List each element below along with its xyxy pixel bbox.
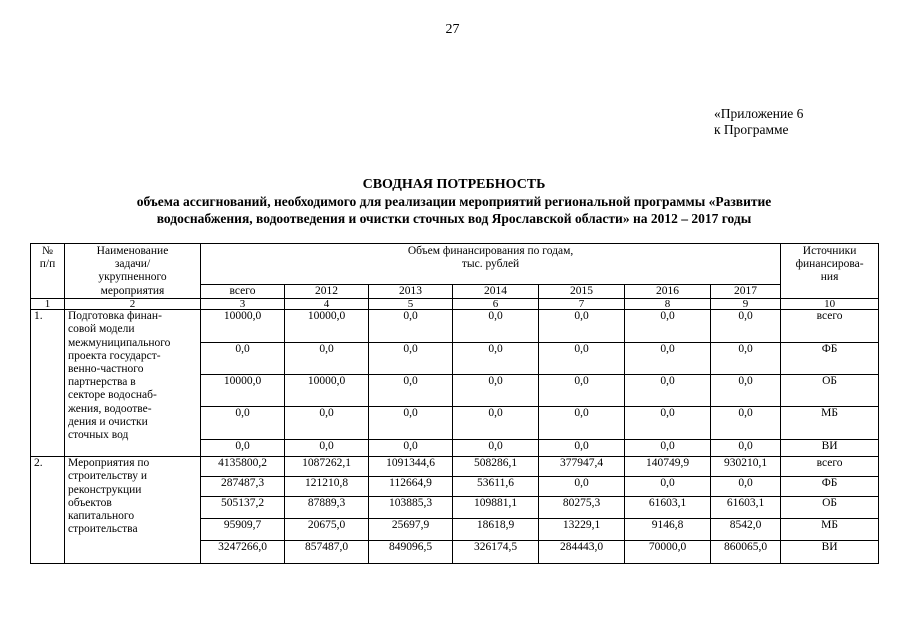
header-year: 2012 <box>285 285 369 299</box>
amount-cell: 1087262,1 <box>285 457 369 477</box>
column-number: 4 <box>285 299 369 310</box>
amount-cell: 0,0 <box>453 440 539 457</box>
source-cell: ОБ <box>781 375 879 407</box>
header-year: 2013 <box>369 285 453 299</box>
amount-cell: 0,0 <box>285 343 369 375</box>
source-cell: всего <box>781 457 879 477</box>
amount-cell: 9146,8 <box>625 519 711 541</box>
amount-cell: 377947,4 <box>539 457 625 477</box>
amount-cell: 10000,0 <box>285 375 369 407</box>
amount-cell: 0,0 <box>539 375 625 407</box>
column-number: 6 <box>453 299 539 310</box>
amount-cell: 860065,0 <box>711 541 781 564</box>
amount-cell: 284443,0 <box>539 541 625 564</box>
amount-cell: 930210,1 <box>711 457 781 477</box>
amount-cell: 13229,1 <box>539 519 625 541</box>
column-number: 5 <box>369 299 453 310</box>
amount-cell: 0,0 <box>453 375 539 407</box>
amount-cell: 0,0 <box>539 407 625 440</box>
amount-cell: 0,0 <box>369 440 453 457</box>
column-number: 9 <box>711 299 781 310</box>
amount-cell: 0,0 <box>369 310 453 343</box>
amount-cell: 0,0 <box>369 375 453 407</box>
amount-cell: 121210,8 <box>285 477 369 497</box>
amount-cell: 1091344,6 <box>369 457 453 477</box>
source-cell: ВИ <box>781 541 879 564</box>
amount-cell: 0,0 <box>625 407 711 440</box>
amount-cell: 3247266,0 <box>201 541 285 564</box>
table-row <box>31 310 879 343</box>
header-funding: Объем финансирования по годам, тыс. рублей <box>201 244 781 285</box>
column-number: 3 <box>201 299 285 310</box>
header-num: № п/п <box>31 244 65 299</box>
amount-cell: 0,0 <box>625 440 711 457</box>
amount-cell: 80275,3 <box>539 497 625 519</box>
amount-cell: 53611,6 <box>453 477 539 497</box>
amount-cell: 0,0 <box>711 310 781 343</box>
source-cell: МБ <box>781 519 879 541</box>
amount-cell: 0,0 <box>711 343 781 375</box>
amount-cell: 61603,1 <box>711 497 781 519</box>
amount-cell: 18618,9 <box>453 519 539 541</box>
amount-cell: 0,0 <box>369 343 453 375</box>
amount-cell: 0,0 <box>625 477 711 497</box>
header-year: 2015 <box>539 285 625 299</box>
amount-cell: 10000,0 <box>285 310 369 343</box>
amount-cell: 8542,0 <box>711 519 781 541</box>
row-number: 1. <box>31 310 65 457</box>
amount-cell: 10000,0 <box>201 310 285 343</box>
source-cell: ФБ <box>781 343 879 375</box>
activity-name: Мероприятия по строительству и реконструкции объектов капитального строительства <box>65 457 201 564</box>
column-number: 2 <box>65 299 201 310</box>
amount-cell: 0,0 <box>625 375 711 407</box>
header-year: 2014 <box>453 285 539 299</box>
source-cell: ФБ <box>781 477 879 497</box>
amount-cell: 0,0 <box>369 407 453 440</box>
amount-cell: 112664,9 <box>369 477 453 497</box>
amount-cell: 0,0 <box>539 440 625 457</box>
amount-cell: 109881,1 <box>453 497 539 519</box>
amount-cell: 95909,7 <box>201 519 285 541</box>
amount-cell: 0,0 <box>625 310 711 343</box>
column-number: 1 <box>31 299 65 310</box>
header-year: 2017 <box>711 285 781 299</box>
amount-cell: 287487,3 <box>201 477 285 497</box>
appendix-line-2: к Программе <box>714 122 789 137</box>
title-line-2: объема ассигнований, необходимого для реализации мероприятий региональной программы «Развитие <box>136 194 772 209</box>
amount-cell: 4135800,2 <box>201 457 285 477</box>
header-year: всего <box>201 285 285 299</box>
amount-cell: 326174,5 <box>453 541 539 564</box>
source-cell: МБ <box>781 407 879 440</box>
title-line-3: водоснабжения, водоотведения и очистки сточных вод Ярославской области» на 2012 – 2017 годы <box>156 211 752 226</box>
amount-cell: 0,0 <box>201 407 285 440</box>
amount-cell: 0,0 <box>201 343 285 375</box>
page-number: 27 <box>445 22 460 37</box>
amount-cell: 505137,2 <box>201 497 285 519</box>
amount-cell: 87889,3 <box>285 497 369 519</box>
appendix-note <box>714 106 803 138</box>
amount-cell: 857487,0 <box>285 541 369 564</box>
amount-cell: 0,0 <box>711 477 781 497</box>
source-cell: всего <box>781 310 879 343</box>
amount-cell: 0,0 <box>711 407 781 440</box>
amount-cell: 0,0 <box>201 440 285 457</box>
header-year: 2016 <box>625 285 711 299</box>
header-name: Наименование задачи/ укрупненного мероприятия <box>65 244 201 299</box>
source-cell: ВИ <box>781 440 879 457</box>
amount-cell: 0,0 <box>285 407 369 440</box>
source-cell: ОБ <box>781 497 879 519</box>
table-row <box>31 457 879 477</box>
amount-cell: 140749,9 <box>625 457 711 477</box>
amount-cell: 10000,0 <box>201 375 285 407</box>
funding-table <box>30 243 879 564</box>
amount-cell: 70000,0 <box>625 541 711 564</box>
header-source: Источники финансирова- ния <box>781 244 879 299</box>
amount-cell: 0,0 <box>285 440 369 457</box>
column-number: 7 <box>539 299 625 310</box>
activity-name: Подготовка финан- совой модели межмуниципального проекта государст- венно-частного партнерства в секторе водоснаб- жения, водоотве- дения и очистки сточных вод <box>65 310 201 457</box>
appendix-line-1: «Приложение 6 <box>714 106 804 121</box>
row-number: 2. <box>31 457 65 564</box>
amount-cell: 61603,1 <box>625 497 711 519</box>
title-main: СВОДНАЯ ПОТРЕБНОСТЬ <box>362 177 546 192</box>
column-number: 8 <box>625 299 711 310</box>
amount-cell: 0,0 <box>625 343 711 375</box>
amount-cell: 0,0 <box>711 375 781 407</box>
amount-cell: 508286,1 <box>453 457 539 477</box>
amount-cell: 0,0 <box>539 477 625 497</box>
amount-cell: 0,0 <box>711 440 781 457</box>
amount-cell: 849096,5 <box>369 541 453 564</box>
amount-cell: 25697,9 <box>369 519 453 541</box>
amount-cell: 103885,3 <box>369 497 453 519</box>
amount-cell: 0,0 <box>453 310 539 343</box>
column-number: 10 <box>781 299 879 310</box>
amount-cell: 0,0 <box>453 343 539 375</box>
amount-cell: 0,0 <box>539 310 625 343</box>
amount-cell: 0,0 <box>453 407 539 440</box>
document-title <box>40 176 868 227</box>
amount-cell: 20675,0 <box>285 519 369 541</box>
amount-cell: 0,0 <box>539 343 625 375</box>
